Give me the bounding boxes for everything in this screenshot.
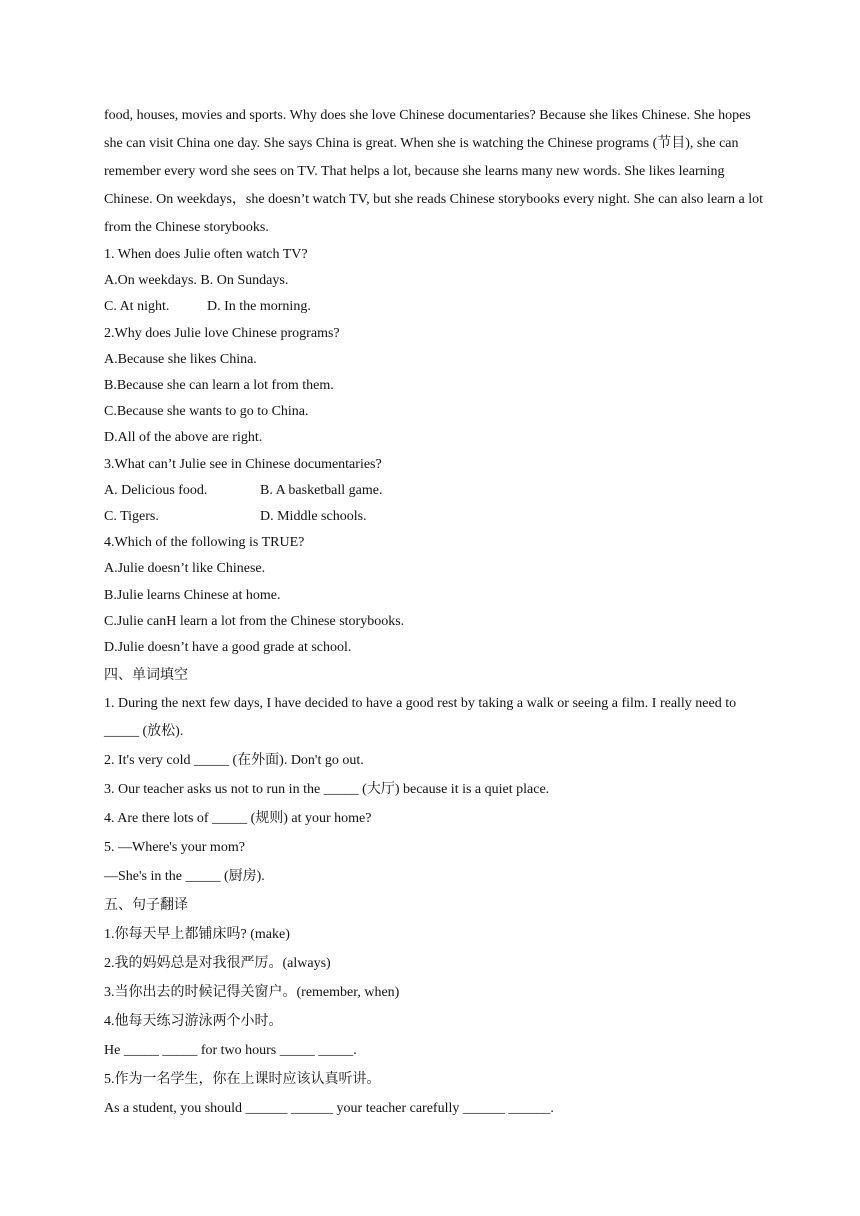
option-text: B.Because she can learn a lot from them. <box>104 378 334 394</box>
translation-item: 1.你每天早上都铺床吗? (make) <box>104 927 290 943</box>
option-text: C.Julie canH learn a lot from the Chinese storybooks. <box>104 613 405 629</box>
option-line <box>104 294 764 320</box>
option-line <box>104 556 764 582</box>
fill-item: —She's in the _____ (厨房). <box>104 869 265 885</box>
section-title: 四、单词填空 <box>104 668 188 684</box>
option-text: B.Julie learns Chinese at home. <box>104 587 281 603</box>
option-text: C.Because she wants to go to China. <box>104 404 309 420</box>
option-text: D. Middle schools. <box>260 509 367 525</box>
option-text: D. In the morning. <box>207 299 311 315</box>
option-line <box>104 425 764 451</box>
option-text: D.All of the above are right. <box>104 430 263 446</box>
option-text: A. Delicious food. <box>104 482 208 498</box>
section-translation <box>104 891 764 1123</box>
option-line <box>104 347 764 373</box>
section-word-fill <box>104 661 764 891</box>
translation-item: 4.他每天练习游泳两个小时。 <box>104 1014 283 1030</box>
option-line <box>104 635 764 661</box>
worksheet-page <box>104 102 764 1123</box>
option-text: A.Julie doesn’t like Chinese. <box>104 561 266 577</box>
translation-item: 3.当你出去的时候记得关窗户。(remember, when) <box>104 985 400 1001</box>
reading-question-1 <box>104 242 764 321</box>
reading-question-4 <box>104 530 764 661</box>
translation-item: 2.我的妈妈总是对我很严厉。(always) <box>104 956 331 972</box>
section-title: 五、句子翻译 <box>104 898 188 914</box>
option-line <box>104 478 764 504</box>
option-text: C. At night. <box>104 299 170 315</box>
option-line <box>104 268 764 294</box>
option-text: A.On weekdays. B. On Sundays. <box>104 273 289 289</box>
reading-question-2 <box>104 321 764 452</box>
option-line <box>104 583 764 609</box>
option-text: C. Tigers. <box>104 509 159 525</box>
question-text: 4.Which of the following is TRUE? <box>104 535 305 551</box>
option-line <box>104 609 764 635</box>
question-text: 1. When does Julie often watch TV? <box>104 247 308 262</box>
option-line <box>104 399 764 425</box>
translation-item: He _____ _____ for two hours _____ _____. <box>104 1043 357 1059</box>
reading-question-3 <box>104 452 764 531</box>
option-text: B. A basketball game. <box>260 482 383 498</box>
option-line <box>104 504 764 530</box>
question-text: 2.Why does Julie love Chinese programs? <box>104 325 340 341</box>
option-text: D.Julie doesn’t have a good grade at school. <box>104 640 352 656</box>
fill-item: 2. It's very cold _____ (在外面). Don't go out. <box>104 753 364 769</box>
reading-passage: food, houses, movies and sports. Why does she love Chinese documentaries? Because she likes Chinese. She hopes she can visit China one day. She says China is great. When she is watching the Chinese programs (节目), she can remember every word she sees on TV. That helps a lot, because she learns many new words. She likes learning Chinese. On weekdays，she doesn’t watch TV, but she reads Chinese storybooks every night. She can also learn a lot from the Chinese storybooks. <box>104 108 764 235</box>
fill-item: 3. Our teacher asks us not to run in the _____ (大厅) because it is a quiet place. <box>104 782 550 798</box>
fill-item: 5. —Where's your mom? <box>104 840 245 856</box>
fill-item: 4. Are there lots of _____ (规则) at your home? <box>104 811 372 827</box>
option-line <box>104 373 764 399</box>
option-text: A.Because she likes China. <box>104 351 257 367</box>
fill-item: 1. During the next few days, I have decided to have a good rest by taking a walk or seeing a film. I really need to _____ (放松). <box>104 696 737 740</box>
translation-item: 5.作为一名学生，你在上课时应该认真听讲。 <box>104 1072 381 1088</box>
question-text: 3.What can’t Julie see in Chinese documentaries? <box>104 456 382 472</box>
translation-item: As a student, you should ______ ______ your teacher carefully ______ ______. <box>104 1101 554 1117</box>
